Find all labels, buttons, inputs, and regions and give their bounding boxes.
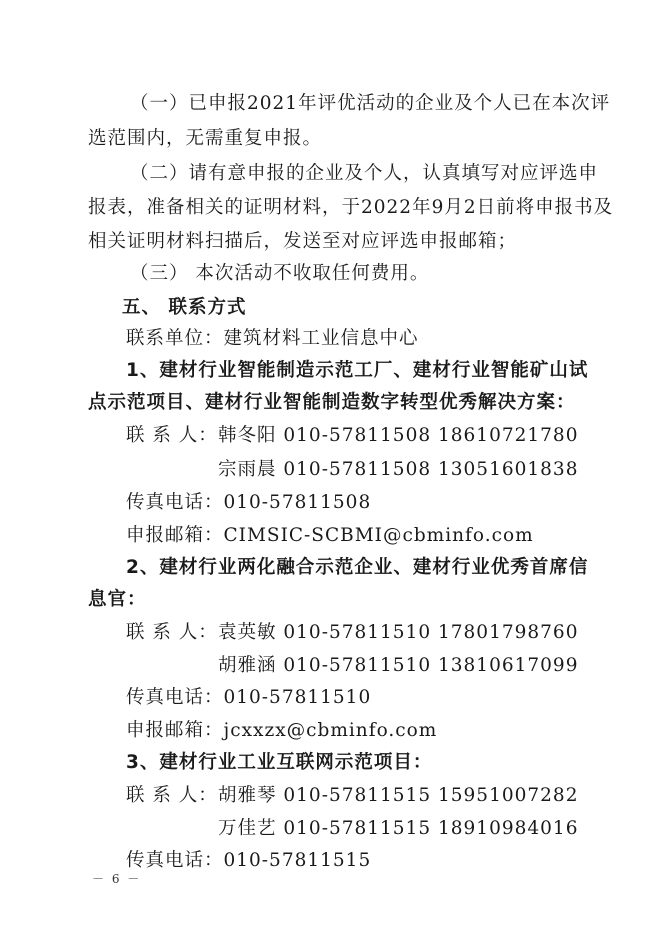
- group-2-email: 申报邮箱：jcxxzx@cbminfo.com: [126, 720, 438, 741]
- group-3-contact-1: 胡雅琴 010-57811515 15951007282: [218, 785, 579, 806]
- page-number: － 6 －: [92, 872, 142, 886]
- group-1-title-line-1: 1、建材行业智能制造示范工厂、建材行业智能矿山试: [126, 360, 589, 381]
- para-2-line-2: 报表，准备相关的证明材料，于2022年9月2日前将申报书及: [88, 197, 614, 218]
- para-1-line-2: 选范围内，无需重复申报。: [88, 128, 323, 149]
- group-1-email: 申报邮箱：CIMSIC-SCBMI@cbminfo.com: [126, 525, 534, 546]
- group-1-fax: 传真电话：010-57811508: [126, 492, 372, 513]
- group-1-contact-2: 宗雨晨 010-57811508 13051601838: [218, 459, 579, 480]
- group-1-title-line-2: 点示范项目、建材行业智能制造数字转型优秀解决方案：: [88, 392, 576, 413]
- group-3-fax: 传真电话：010-57811515: [126, 850, 372, 871]
- para-2-line-3: 相关证明材料扫描后，发送至对应评选申报邮箱；: [88, 231, 518, 252]
- group-3-title: 3、建材行业工业互联网示范项目：: [126, 752, 433, 773]
- section-heading: 五、 联系方式: [122, 297, 247, 318]
- group-2-fax: 传真电话：010-57811510: [126, 687, 372, 708]
- group-2-title-line-2: 息官：: [88, 589, 147, 610]
- para-2-line-1: （二）请有意申报的企业及个人，认真填写对应评选申: [130, 163, 599, 184]
- group-2-contacts-label: 联 系 人：: [126, 622, 218, 643]
- group-2-contact-1: 袁英敏 010-57811510 17801798760: [218, 622, 579, 643]
- para-1-line-1: （一）已申报2021年评优活动的企业及个人已在本次评: [130, 93, 611, 114]
- group-3-contact-2: 万佳艺 010-57811515 18910984016: [218, 818, 579, 839]
- group-1-contacts-label: 联 系 人：: [126, 425, 218, 446]
- group-2-title-line-1: 2、建材行业两化融合示范企业、建材行业优秀首席信: [126, 557, 589, 578]
- group-3-contacts-label: 联 系 人：: [126, 785, 218, 806]
- contact-unit: 联系单位：建筑材料工业信息中心: [126, 328, 419, 349]
- group-1-contact-1: 韩冬阳 010-57811508 18610721780: [218, 425, 579, 446]
- para-3-line-1: （三） 本次活动不收取任何费用。: [130, 263, 430, 284]
- group-2-contact-2: 胡雅涵 010-57811510 13810617099: [218, 655, 579, 676]
